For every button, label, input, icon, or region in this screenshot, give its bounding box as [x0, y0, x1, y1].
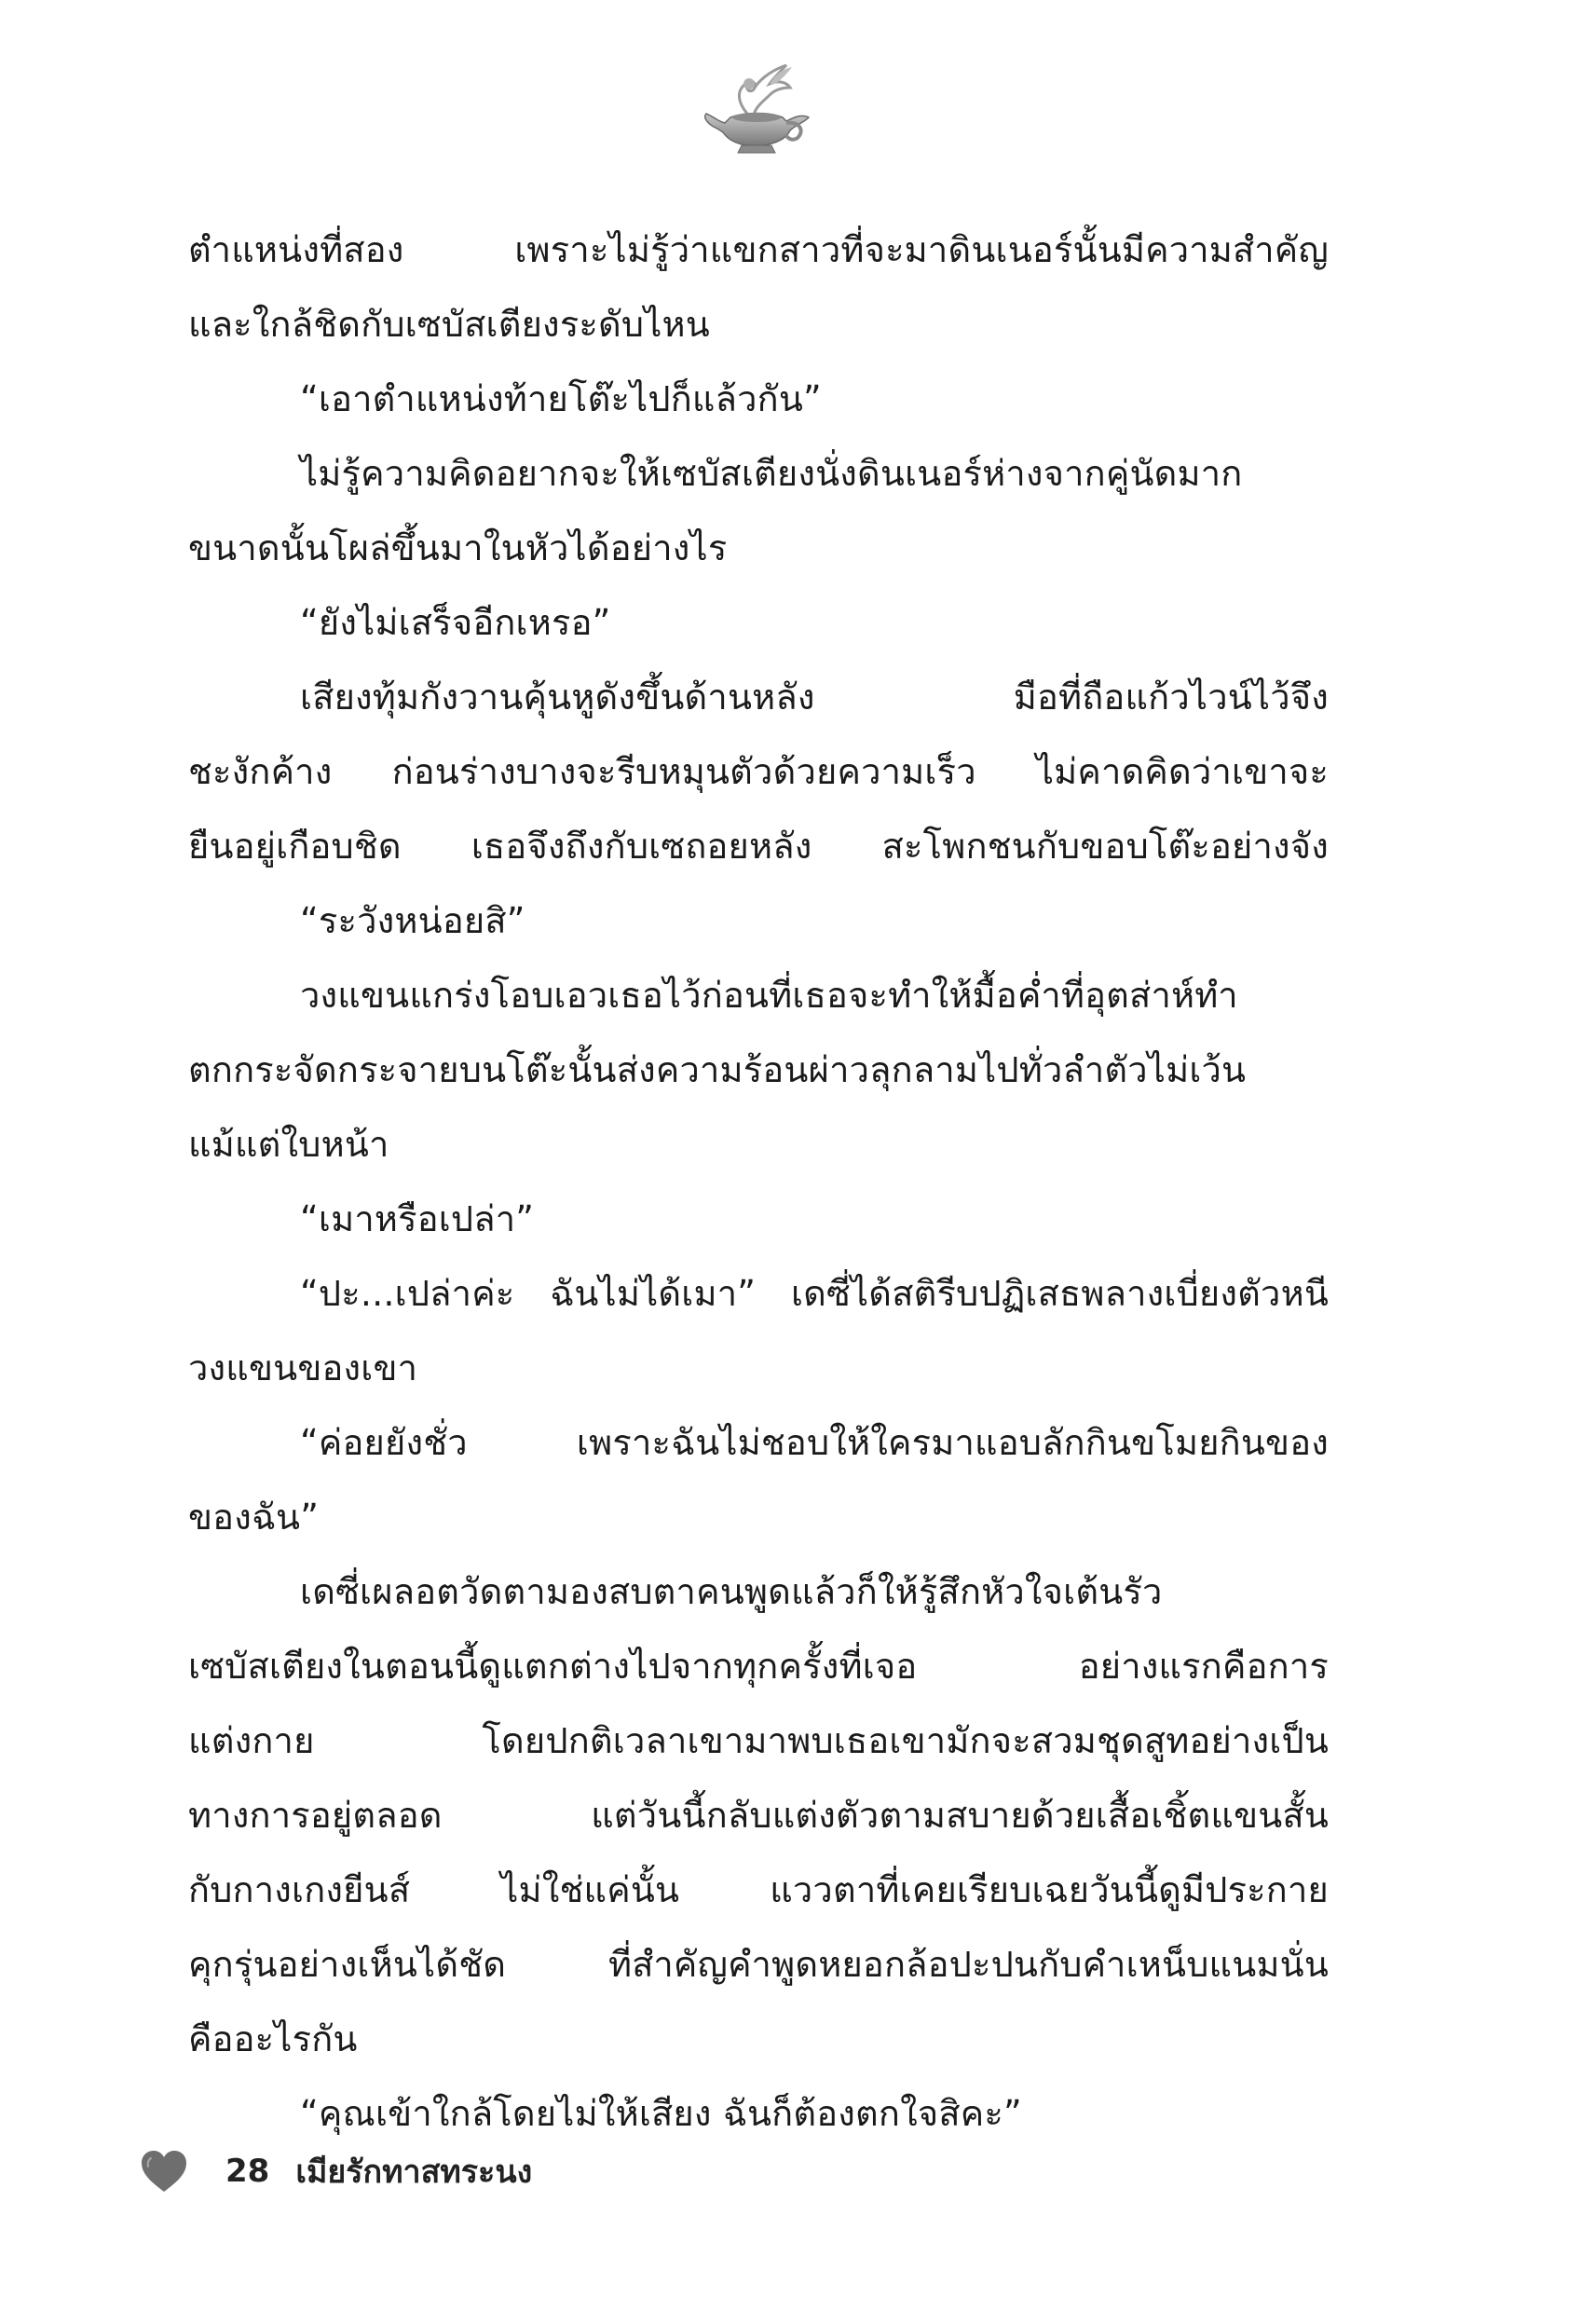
- page-footer: [140, 2143, 532, 2199]
- text-line: ชะงักค้าง ก่อนร่างบางจะรีบหมุนตัวด้วยความเร็ว ไม่คาดคิดว่าเขาจะ: [188, 751, 1329, 792]
- text-line: แม้แต่ใบหน้า: [188, 1124, 389, 1165]
- genie-lamp-icon: [689, 56, 820, 158]
- text-line: ของฉัน”: [188, 1497, 320, 1538]
- text-line: ตำแหน่งที่สอง เพราะไม่รู้ว่าแขกสาวที่จะมาดินเนอร์นั้นมีความสำคัญ: [188, 229, 1329, 270]
- text-line: “ปะ...เปล่าค่ะ ฉันไม่ได้เมา” เดซี่ได้สติรีบปฏิเสธพลางเบี่ยงตัวหนี: [300, 1273, 1329, 1314]
- text-line: เดซี่เผลอตวัดตามองสบตาคนพูดแล้วก็ให้รู้สึกหัวใจเต้นรัว: [300, 1571, 1163, 1612]
- text-line: “ระวังหน่อยสิ”: [300, 900, 525, 941]
- page-number: 28: [225, 2153, 270, 2190]
- text-line: และใกล้ชิดกับเซบัสเตียงระดับไหน: [188, 304, 710, 345]
- text-line: ไม่รู้ความคิดอยากจะให้เซบัสเตียงนั่งดินเนอร์ห่างจากคู่นัดมาก: [300, 453, 1243, 494]
- body-text: [188, 212, 1329, 2151]
- heart-icon: [140, 2149, 188, 2194]
- text-line: คุกรุ่นอย่างเห็นได้ชัด ที่สำคัญคำพูดหยอกล้อปะปนกับคำเหน็บแนมนั่น: [188, 1944, 1329, 1985]
- text-line: “ค่อยยังชั่ว เพราะฉันไม่ชอบให้ใครมาแอบลักกินขโมยกินของ: [300, 1422, 1329, 1463]
- book-title: เมียรักทาสทระนง: [295, 2154, 533, 2191]
- text-line: กับกางเกงยีนส์ ไม่ใช่แค่นั้น แววตาที่เคยเรียบเฉยวันนี้ดูมีประกาย: [188, 1869, 1329, 1910]
- text-line: คืออะไรกัน: [188, 2018, 358, 2059]
- text-line: “เอาตำแหน่งท้ายโต๊ะไปก็แล้วกัน”: [300, 378, 822, 419]
- text-line: วงแขนของเขา: [188, 1347, 418, 1388]
- text-line: “คุณเข้าใกล้โดยไม่ให้เสียง ฉันก็ต้องตกใจสิคะ”: [300, 2093, 1022, 2134]
- text-line: แต่งกาย โดยปกติเวลาเขามาพบเธอเขามักจะสวมชุดสูทอย่างเป็น: [188, 1720, 1329, 1761]
- text-line: เสียงทุ้มกังวานคุ้นหูดังขึ้นด้านหลัง มือที่ถือแก้วไวน์ไว้จึง: [300, 677, 1329, 718]
- text-line: ทางการอยู่ตลอด แต่วันนี้กลับแต่งตัวตามสบายด้วยเสื้อเชิ้ตแขนสั้น: [188, 1795, 1329, 1836]
- text-line: ขนาดนั้นโผล่ขึ้นมาในหัวได้อย่างไร: [188, 527, 728, 568]
- text-line: วงแขนแกร่งโอบเอวเธอไว้ก่อนที่เธอจะทำให้มื้อค่ำที่อุตส่าห์ทำ: [300, 975, 1238, 1016]
- text-line: “เมาหรือเปล่า”: [300, 1198, 535, 1239]
- text-line: เซบัสเตียงในตอนนี้ดูแตกต่างไปจากทุกครั้งที่เจอ อย่างแรกคือการ: [188, 1646, 1329, 1687]
- text-line: ยืนอยู่เกือบชิด เธอจึงถึงกับเซถอยหลัง สะโพกชนกับขอบโต๊ะอย่างจัง: [188, 826, 1329, 867]
- text-line: “ยังไม่เสร็จอีกเหรอ”: [300, 602, 611, 643]
- text-line: ตกกระจัดกระจายบนโต๊ะนั้นส่งความร้อนผ่าวลุกลามไปทั่วลำตัวไม่เว้น: [188, 1049, 1247, 1090]
